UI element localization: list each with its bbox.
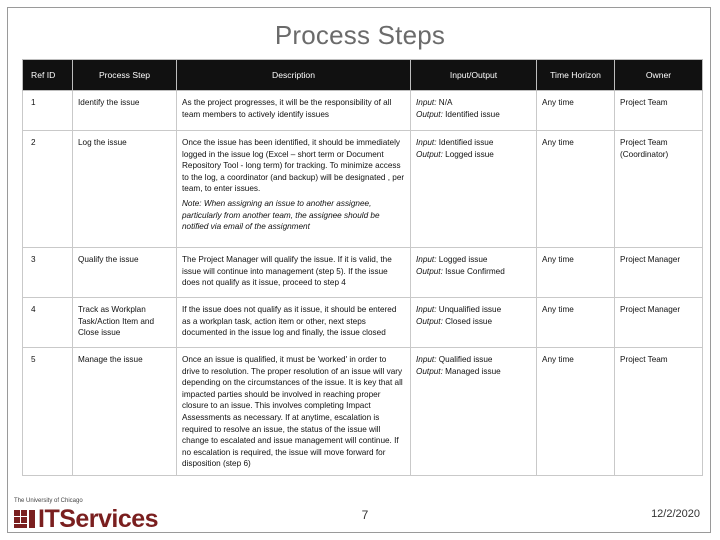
cell-owner [615, 348, 703, 476]
input-line [416, 137, 531, 149]
ref-id: 3 [31, 255, 36, 264]
cell-ref-id [23, 348, 73, 476]
input-label: Input: [416, 305, 437, 314]
cell-description [177, 298, 411, 348]
cell-owner [615, 298, 703, 348]
header-owner: Owner [615, 60, 703, 91]
header-input-output: Input/Output [411, 60, 537, 91]
cell-description [177, 91, 411, 131]
cell-ref-id [23, 298, 73, 348]
cell-process-step [73, 298, 177, 348]
cell-time-horizon [537, 298, 615, 348]
cell-owner [615, 131, 703, 248]
header-time-horizon: Time Horizon [537, 60, 615, 91]
header-process-step: Process Step [73, 60, 177, 91]
time-horizon: Any time [542, 255, 574, 264]
ref-id: 5 [31, 355, 36, 364]
cell-ref-id [23, 131, 73, 248]
output-value: Logged issue [445, 149, 494, 159]
ref-id: 1 [31, 98, 36, 107]
ref-id: 2 [31, 138, 36, 147]
owner: Project Team [620, 98, 668, 107]
cell-description [177, 348, 411, 476]
cell-process-step [73, 131, 177, 248]
table-row [23, 348, 703, 476]
itservices-logo [13, 497, 158, 533]
cell-ref-id [23, 91, 73, 131]
output-line [416, 109, 531, 121]
time-horizon: Any time [542, 138, 574, 147]
input-value: Identified issue [438, 138, 494, 147]
process-step: Manage the issue [78, 355, 143, 364]
ref-id: 4 [31, 305, 36, 314]
cell-description [177, 248, 411, 298]
input-label: Input: [416, 355, 437, 364]
output-label: Output: [416, 266, 443, 276]
process-steps-table [22, 59, 703, 476]
page-number: 7 [361, 508, 369, 522]
input-value: Logged issue [438, 255, 488, 264]
output-label: Output: [416, 316, 443, 326]
time-horizon: Any time [542, 98, 574, 107]
cell-time-horizon [537, 131, 615, 248]
table-header-row [23, 60, 703, 91]
header-description: Description [177, 60, 411, 91]
output-line [416, 366, 531, 378]
owner: Project Manager [620, 305, 681, 314]
input-label: Input: [416, 255, 437, 264]
input-value: Qualified issue [438, 355, 493, 364]
cell-time-horizon [537, 248, 615, 298]
process-step: Qualify the issue [78, 255, 139, 264]
process-step: Track as Workplan Task/Action Item and Close issue [78, 305, 154, 338]
cell-input-output [411, 298, 537, 348]
itservices-wordmark: ITServices [38, 504, 159, 533]
cell-ref-id [23, 248, 73, 298]
description-text: If the issue does not qualify as it issue, it should be entered as a workplan task, action item or other, next steps documented in the issue log and finally, the issue closed [182, 305, 397, 338]
time-horizon: Any time [542, 355, 574, 364]
output-label: Output: [416, 366, 443, 376]
output-value: Identified issue [445, 109, 500, 119]
cell-input-output [411, 248, 537, 298]
owner: Project Manager [620, 255, 681, 264]
description-note: Note: When assigning an issue to another assignee, particularly from another team, the assignee should be notified via email of the assignment [182, 198, 380, 232]
header-ref-id: Ref ID [23, 60, 73, 91]
output-line [416, 316, 531, 328]
cell-input-output [411, 348, 537, 476]
university-label: The University of Chicago [14, 498, 83, 504]
cell-input-output [411, 131, 537, 248]
time-horizon: Any time [542, 305, 574, 314]
cell-process-step [73, 348, 177, 476]
cell-process-step [73, 248, 177, 298]
cell-owner [615, 91, 703, 131]
page-title: Process Steps [274, 20, 446, 50]
table-row [23, 91, 703, 131]
table-row [23, 131, 703, 248]
slide-date: 12/2/2020 [651, 508, 700, 520]
input-line [416, 304, 531, 316]
cell-input-output [411, 91, 537, 131]
input-value: N/A [438, 98, 453, 107]
output-value: Closed issue [445, 316, 493, 326]
output-line [416, 149, 531, 161]
input-line [416, 97, 531, 109]
output-label: Output: [416, 109, 443, 119]
process-step: Identify the issue [78, 98, 140, 107]
output-value: Issue Confirmed [445, 266, 505, 276]
input-line [416, 354, 531, 366]
input-label: Input: [416, 98, 437, 107]
input-line [416, 254, 531, 266]
cell-time-horizon [537, 348, 615, 476]
input-value: Unqualified issue [438, 305, 502, 314]
table-row [23, 298, 703, 348]
owner: Project Team [620, 355, 668, 364]
description-text: The Project Manager will qualify the issue. If it is valid, the issue will continue into management (step 5). If the issue does not qualify as it issue, proceed to step 4 [182, 255, 392, 288]
cell-time-horizon [537, 91, 615, 131]
owner: Project Team (Coordinator) [620, 138, 669, 159]
table-row [23, 248, 703, 298]
cell-owner [615, 248, 703, 298]
cell-description [177, 131, 411, 248]
output-label: Output: [416, 149, 443, 159]
description-text: As the project progresses, it will be the responsibility of all team members to actively identify issues [182, 98, 392, 119]
description-text: Once an issue is qualified, it must be 'worked' in order to drive to resolution. The proper resolution of an issue will vary depending on the circumstances of the issue. It is key that all impacted parties should be involved in reaching proper closure to an issue. This involves completing Impact Assessments as necessary. If at anytime, escalation is required to resolve an issue, the status of the issue will change to escalated and issue management will continue. If no escalation is required, the issue will move forward for disposition (step 6) [182, 355, 403, 469]
output-value: Managed issue [445, 366, 501, 376]
output-line [416, 266, 531, 278]
input-label: Input: [416, 138, 437, 147]
uchicago-shield-icon [13, 508, 37, 530]
description-text: Once the issue has been identified, it should be immediately logged in the issue log (Excel – short term or Document Repository Tool - long term) for tracking. To minimize access to the log, a coordinator (and backup) will be designated , per team, to enter issues. [182, 138, 405, 194]
cell-process-step [73, 91, 177, 131]
process-step: Log the issue [78, 138, 127, 147]
